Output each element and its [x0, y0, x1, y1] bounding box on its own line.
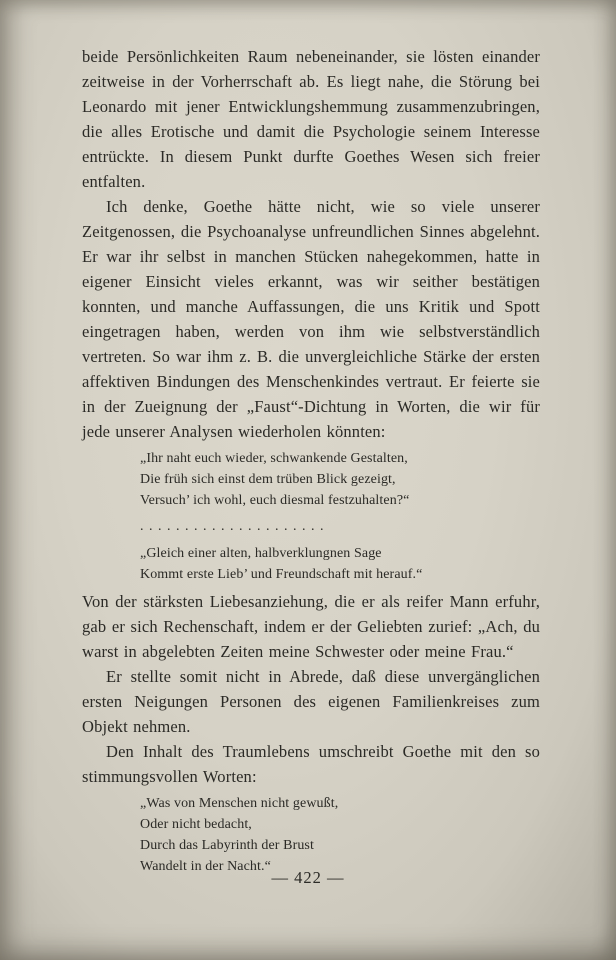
paragraph-liebesanziehung: Von der stärksten Liebesanziehung, die er als reifer Mann erfuhr, gab er sich Rechenschaft, indem er der Geliebten zurief: „Ach, du warst in abgelebten Zeiten meine Schwester oder meine Frau.“	[82, 592, 540, 661]
verse-line: Versuch’ ich wohl, euch diesmal festzuhalten?“	[140, 493, 410, 508]
verse-line: Die früh sich einst dem trüben Blick gezeigt,	[140, 472, 396, 487]
verse-line: „Gleich einer alten, halbverklungnen Sage	[140, 546, 382, 561]
paragraph-traumleben-intro: Den Inhalt des Traumlebens umschreibt Goethe mit den so stimmungsvollen Worten:	[82, 742, 540, 786]
text-column	[82, 44, 540, 877]
verse-line: Oder nicht bedacht,	[140, 817, 252, 832]
page-number: — 422 —	[271, 868, 345, 887]
faust-zueignung-quote	[140, 448, 540, 511]
paragraph-continuation: beide Persönlichkeiten Raum nebeneinander, sie lösten einander zeitweise in der Vorherrschaft ab. Es liegt nahe, die Störung bei Leonardo mit jener Entwicklungshemmung zusammenzubringen, die alles Erotische und damit die Psychologie seinem Interesse entrückte. In diesem Punkt durfte Goethes Wesen sich freier entfalten.	[82, 47, 540, 191]
traumleben-quote	[140, 793, 540, 877]
paragraph-goethe-psychoanalyse: Ich denke, Goethe hätte nicht, wie so viele unserer Zeitgenossen, die Psychoanalyse unfreundlichen Sinnes abgelehnt. Er war ihr selbst in manchen Stücken nahegekommen, hatte in eigener Einsicht vieles erkannt, was wir seither bestätigen konnten, und manche Auffassungen, die uns Kritik und Spott eingetragen haben, werden von ihm wie selbstverständlich vertreten. So war ihm z. B. die unvergleichliche Stärke der ersten affektiven Bindungen des Menschenkindes vertraut. Er feierte sie in der Zueignung der „Faust“-Dichtung in Worten, die wir für jede unserer Analysen wiederholen könnten:	[82, 197, 540, 441]
verse-line: Durch das Labyrinth der Brust	[140, 838, 314, 853]
paragraph-abrede: Er stellte somit nicht in Abrede, daß diese unvergänglichen ersten Neigungen Personen des eigenen Familienkreises zum Objekt nehmen.	[82, 667, 540, 736]
verse-line: „Ihr naht euch wieder, schwankende Gestalten,	[140, 451, 408, 466]
verse-line: Kommt erste Lieb’ und Freundschaft mit herauf.“	[140, 567, 423, 582]
omission-dots: . . . . . . . . . . . . . . . . . . . . .	[140, 519, 325, 534]
verse-line: Wandelt in der Nacht.“	[140, 859, 271, 874]
faust-zueignung-quote-continued	[140, 543, 540, 585]
verse-line: „Was von Menschen nicht gewußt,	[140, 796, 339, 811]
